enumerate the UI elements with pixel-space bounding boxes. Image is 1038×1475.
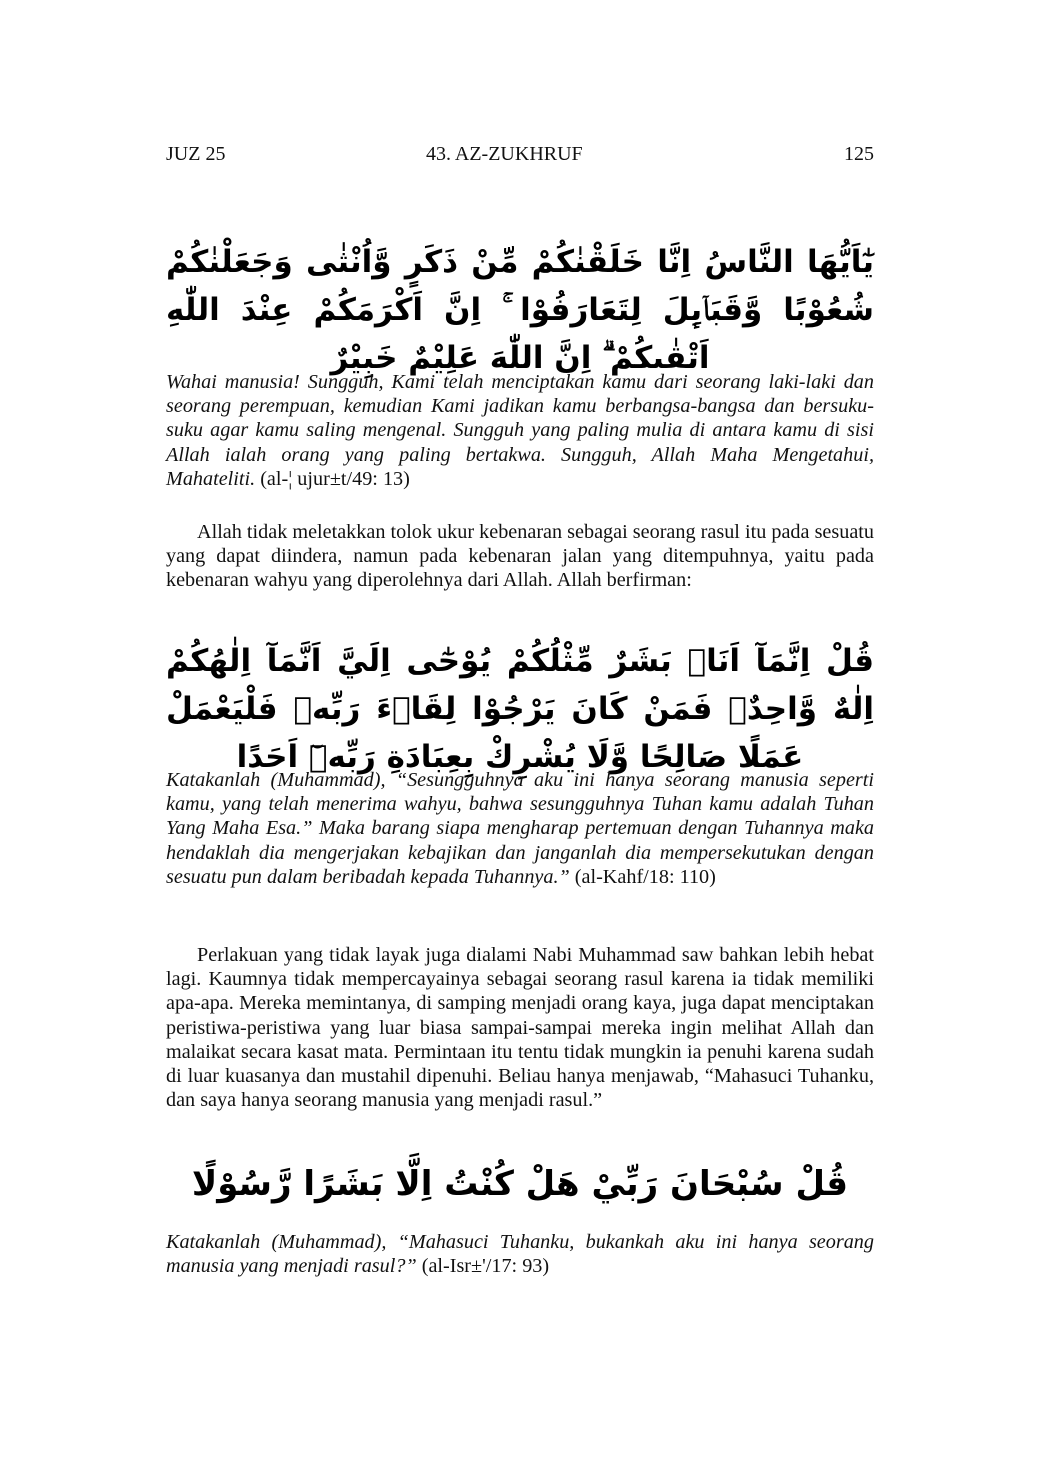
verse-citation: (al-Kahf/18: 110) xyxy=(569,865,716,888)
arabic-verse-isra-93: قُلْ سُبْحَانَ رَبِّيْ هَلْ كُنْتُ اِلَّا بَشَرًا رَّسُوْلًا xyxy=(191,1164,849,1204)
translation-text: Wahai manusia! Sungguh, Kami telah menciptakan kamu dari seorang laki-laki dan seorang perempuan, kemudian Kami jadikan kamu berbangsa-bangsa dan bersuku-suku agar kamu saling mengenal. Sungguh yang paling mulia di antara kamu di sisi Allah ialah orang yang paling bertakwa. Sungguh, Allah Maha Mengetahui, Mahateliti. xyxy=(166,371,874,490)
arabic-verse-kahf-110: قُلْ اِنَّمَآ اَنَا۠ بَشَرٌ مِّثْلُكُمْ يُوْحٰٓى اِلَيَّ اَنَّمَآ اِلٰهُكُمْ اِلٰهٌ وَّاحِدٌۚ فَمَنْ كَانَ يَرْجُوْا لِقَاۤءَ رَبِّهٖ فَلْيَعْمَلْ عَمَلًا صَالِحًا وَّلَا يُشْرِكْ بِعِبَادَةِ رَبِّهٖٓ اَحَدًا xyxy=(166,643,874,776)
translation-isra-93 xyxy=(166,1230,874,1278)
body-paragraph-perlakuan: Perlakuan yang tidak layak juga dialami Nabi Muhammad saw bahkan lebih hebat lagi. Kaumnya tidak mempercayainya sebagai seorang rasul karena ia tidak memiliki apa-apa. Mereka memintanya, di samping menjadi orang kaya, juga dapat menciptakan peristiwa-peristiwa yang luar biasa sampai-sampai mereka ingin melihat Allah dan malaikat secara kasat mata. Permintaan itu tentu tidak mungkin ia penuhi karena sudah di luar kuasanya dan mustahil dipenuhi. Beliau hanya menjawab, “Mahasuci Tuhanku, dan saya hanya seorang manusia yang menjadi rasul.” xyxy=(166,944,874,1112)
arabic-verse-hujurat-13: يٰٓاَيُّهَا النَّاسُ اِنَّا خَلَقْنٰكُمْ مِّنْ ذَكَرٍ وَّاُنْثٰى وَجَعَلْنٰكُمْ شُعُوْبًا وَّقَبَاۤىِٕلَ لِتَعَارَفُوْا ۚ اِنَّ اَكْرَمَكُمْ عِنْدَ اللّٰهِ اَتْقٰىكُمْ ۗ اِنَّ اللّٰهَ عَلِيْمٌ خَبِيْرٌ xyxy=(166,244,874,377)
juz-label: JUZ 25 xyxy=(166,143,226,165)
verse-citation: (al-Isr±'/17: 93) xyxy=(416,1255,550,1278)
verse-citation: (al-¦ ujur±t/49: 13) xyxy=(255,467,410,490)
page-header xyxy=(166,143,874,173)
translation-text: Katakanlah (Muhammad), “Mahasuci Tuhanku, bukankah aku ini hanya seorang manusia yang menjadi rasul?” xyxy=(166,1231,874,1278)
translation-hujurat-13 xyxy=(166,370,874,491)
translation-kahf-110 xyxy=(166,768,874,889)
translation-text: Katakanlah (Muhammad), “Sesungguhnya aku ini hanya seorang manusia seperti kamu, yang telah menerima wahyu, bahwa sesungguhnya Tuhan kamu adalah Tuhan Yang Maha Esa.” Maka barang siapa mengharap pertemuan dengan Tuhannya maka hendaklah dia mengerjakan kebajikan dan janganlah dia mempersekutukan dengan sesuatu pun dalam beribadah kepada Tuhannya.” xyxy=(166,769,874,888)
surah-title: 43. AZ-ZUKHRUF xyxy=(426,143,583,165)
page-number: 125 xyxy=(844,143,874,165)
body-paragraph-allah: Allah tidak meletakkan tolok ukur kebenaran sebagai seorang rasul itu pada sesuatu yang dapat diindera, namun pada kebenaran jalan yang ditempuhnya, yaitu pada kebenaran wahyu yang diperolehnya dari Allah. Allah berfirman: xyxy=(166,521,874,592)
